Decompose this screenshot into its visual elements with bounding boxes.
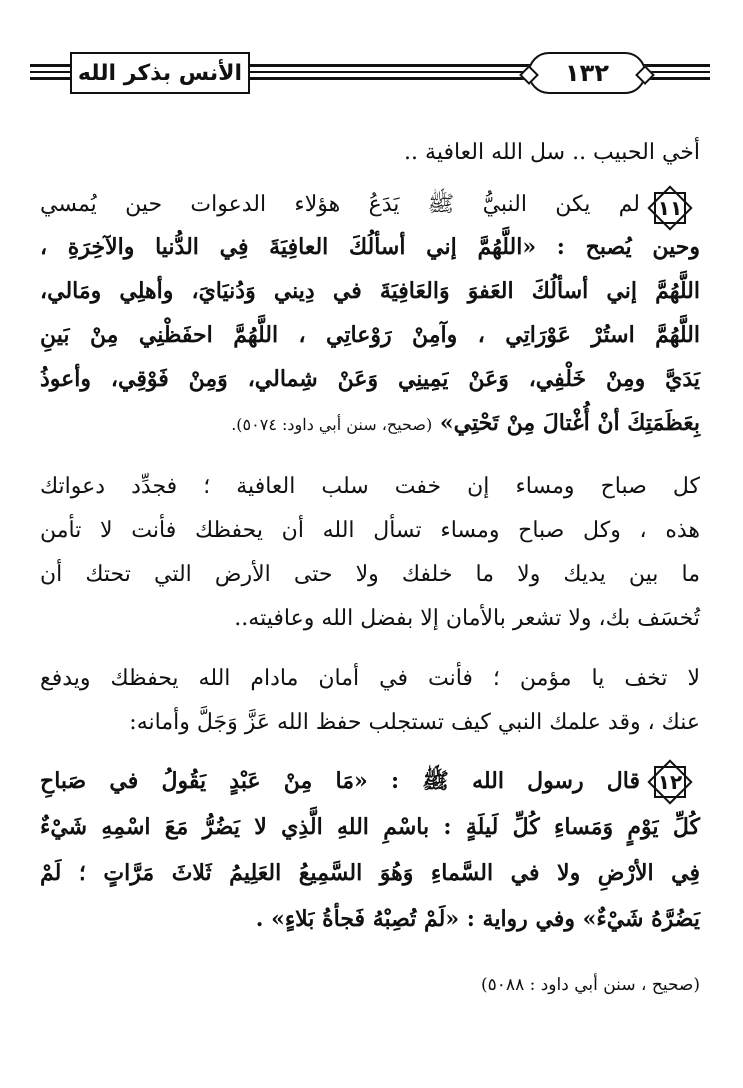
hadith-number-badge-12 [645,757,695,807]
section-11-final-text: بِعَظَمَتِكَ أنْ أُغْتالَ مِنْ تَحْتِي» [439,410,700,436]
hadith-number: ١٢ [657,770,683,794]
section-11-line-1: لم يكن النبيُّ ﷺ يَدَعُ هؤلاء الدعوات حين يُمسي [40,192,640,217]
hadith-number-badge-11 [645,183,695,233]
section-11-line-6 [40,408,700,440]
paragraph-3-line-2: عنك ، وقد علمك النبي كيف تستجلب حفظ الله عَزَّ وَجَلَّ وأمانه: [129,710,700,735]
section-12-line-3: فِي الأرْضِ ولا في السَّماءِ وَهُوَ السَّمِيعُ العَلِيمُ ثَلاثَ مَرَّاتٍ ؛ لَمْ [40,860,700,886]
paragraph-2-line-2: هذه ، وكل صباح ومساء تسأل الله أن يحفظك فأنت لا تأمن [40,518,700,543]
paragraph-3-line-1: لا تخف يا مؤمن ؛ فأنت في أمان مادام الله يحفظك ويدفع [40,666,700,691]
running-title: الأنس بذكر الله [70,52,250,94]
section-11-line-5: يَدَيَّ ومِنْ خَلْفِي، وَعَنْ يَمِينِي وَعَنْ شِمالي، وَمِنْ فَوْقِي، وأعوذُ [40,366,700,392]
paragraph-2-line-4: تُخسَف بك، ولا تشعر بالأمان إلا بفضل الله وعافيته.. [234,606,700,631]
section-12-line-1: قال رسول الله ﷺ : «مَا مِنْ عَبْدٍ يَقُولُ في صَباحِ [40,768,640,794]
section-12-source: (صحيح ، سنن أبي داود : ٥٠٨٨) [481,975,700,995]
hadith-number: ١١ [657,196,683,220]
section-11-source: (صحيح، سنن أبي داود: ٥٠٧٤). [231,415,433,434]
paragraph-2-line-3: ما بين يديك ولا ما خلفك ولا حتى الأرض التي تحتك أن [40,562,700,587]
section-12-line-2: كُلِّ يَوْمٍ وَمَساءِ كُلِّ لَيلَةٍ : باسْمِ اللهِ الَّذِي لا يَضُرُّ مَعَ اسْمِهِ شَيْءٌ [40,814,700,840]
section-12-line-4: يَضُرَّهُ شَيْءٌ» وفي رواية : «لَمْ تُصِبْهُ فَجأةُ بَلاءٍ» . [255,906,700,932]
section-11-line-3: اللَّهُمَّ إني أسألُكَ العَفوَ وَالعَافِيَةَ في دِيني وَدُنيَايَ، وأهلِي ومَالي، [40,278,700,304]
section-11-line-2: وحين يُصبح : «اللَّهُمَّ إني أسألُكَ العافِيَةَ فِي الدُّنيا والآخِرَةِ ، [40,234,700,260]
intro-line: أخي الحبيب .. سل الله العافية .. [404,140,700,165]
page-number: ١٣٢ [528,52,646,94]
section-11-line-4: اللَّهُمَّ استُرْ عَوْرَاتِي ، وآمِنْ رَوْعاتِي ، اللَّهُمَّ احفَظْنِي مِنْ بَينِ [40,322,700,348]
paragraph-2-line-1: كل صباح ومساء إن خفت سلب العافية ؛ فجدِّد دعواتك [40,474,700,499]
